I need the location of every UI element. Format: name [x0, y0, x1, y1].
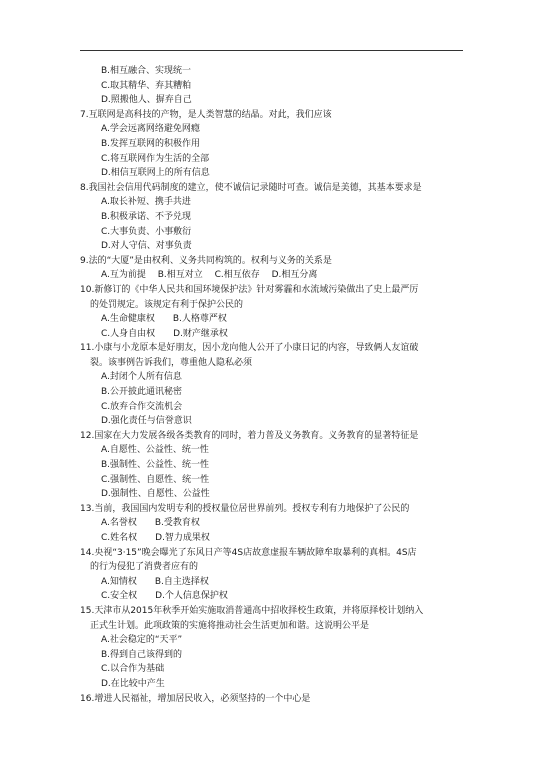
option-line: A.知情权 B.自主选择权	[101, 576, 209, 587]
option-line: C.安全权 D.个人信息保护权	[101, 591, 228, 602]
option-line: C.将互联网作为生活的全部	[101, 153, 210, 164]
option-line: D.照搬他人、摒弃自己	[101, 95, 192, 106]
option-line: C.以合作为基础	[101, 664, 165, 675]
question-line: 13.当前，我国国内发明专利的授权量位居世界前列。授权专利有力地保护了公民的	[80, 503, 410, 514]
question-line: 14.央视“3·15”晚会曝光了东风日产等4S店故意虚报车辆故障牟取暴利的真相。4S店	[80, 547, 417, 558]
option-line: C.强制性、自愿性、统一性	[101, 474, 210, 485]
question-line: 15.天津市从2015年秋季开始实施取消普通高中招收择校生政策，并将原择校计划纳入	[80, 605, 424, 616]
option-line: D.相信互联网上的所有信息	[101, 168, 210, 179]
option-line: B.积极承诺、不予兑现	[101, 211, 192, 222]
option-line: B.得到自己该得到的	[101, 649, 183, 660]
option-line: C.人身自由权 D.财产继承权	[101, 328, 228, 339]
option-line: A.社会稳定的“天平”	[101, 635, 183, 646]
header-rule	[80, 50, 463, 51]
question-continuation: 的处罚规定。该规定有利于保护公民的	[90, 299, 244, 310]
option-line: A.名誉权 B.受教育权	[101, 518, 200, 529]
question-continuation: 裂。该事例告诉我们，尊重他人隐私必须	[90, 357, 253, 368]
question-line: 9.法的“大厦”是由权利、义务共同构筑的。权利与义务的关系是	[80, 255, 332, 266]
option-line: C.取其精华、弃其糟粕	[101, 80, 192, 91]
option-line: C.姓名权 D.智力成果权	[101, 533, 210, 543]
option-line: B.发挥互联网的积极作用	[101, 138, 201, 149]
option-line: B.强制性、公益性、统一性	[101, 460, 210, 471]
option-line: B.公开披此通讯秘密	[101, 387, 183, 398]
option-line: D.强制性、自愿性、公益性	[101, 489, 210, 500]
question-line: 16.增进人民福祉，增加居民收入，必须坚持的一个中心是	[80, 693, 311, 704]
option-line: A.学会远离网络避免网瘾	[101, 124, 200, 135]
option-line: D.对人守信、对事负责	[101, 241, 192, 252]
question-line: 10.新修订的《中华人民共和国环境保护法》针对雾霾和水流域污染做出了史上最严厉	[80, 284, 419, 295]
question-line: 11.小康与小龙原本是好朋友，因小龙向他人公开了小康日记的内容，导致俩人友谊破	[80, 343, 419, 354]
option-line: A.自愿性、公益性、统一性	[101, 445, 209, 456]
question-line: 12.国家在大力发展各级各类教育的同时，着力普及义务教育。义务教育的显著特征是	[80, 430, 419, 441]
question-text	[80, 64, 468, 706]
question-continuation: 的行为侵犯了消费者应有的	[90, 562, 199, 573]
option-line: C.大事负责、小事敷衍	[101, 226, 192, 237]
question-line: 8.我国社会信用代码制度的建立，使不诚信记录随时可查。诚信是美德，其基本要求是	[80, 182, 422, 193]
option-line: A.取长补短、携手共进	[101, 197, 191, 208]
option-line: B.相互融合、实现统一	[101, 66, 192, 76]
option-line: D.强化责任与信誉意识	[101, 416, 192, 427]
question-line: 7.互联网是高科技的产物，是人类智慧的结晶。对此，我们应该	[80, 109, 332, 120]
option-line: A.生命健康权 B.人格尊严权	[101, 314, 227, 325]
question-continuation: 正式生计划。此项政策的实施将推动社会生活更加和谐。这说明公平是	[90, 620, 370, 631]
option-line: A.互为前提 B.相互对立 C.相互依存 D.相互分离	[101, 270, 318, 281]
option-line: A.封闭个人所有信息	[101, 372, 182, 383]
option-line: D.在比较中产生	[101, 678, 165, 689]
option-line: C.放弃合作交流机会	[101, 401, 183, 412]
